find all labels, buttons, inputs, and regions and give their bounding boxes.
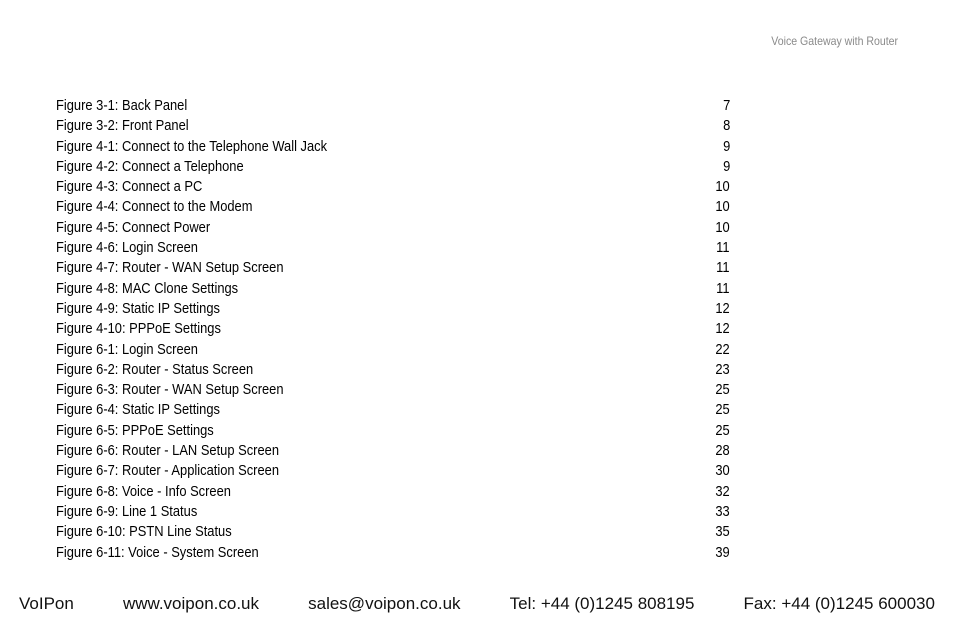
figure-list-item: [56, 218, 730, 238]
figure-page-number: 10: [715, 218, 730, 236]
figure-list-item: [56, 482, 730, 502]
figure-label: Figure 6-6: Router - LAN Setup Screen: [56, 442, 279, 460]
figure-page-number: 10: [715, 178, 730, 196]
figure-list-item: [56, 522, 730, 542]
figure-list-item: [56, 279, 730, 299]
figure-list-item: [56, 461, 730, 481]
figure-page-number: 35: [715, 523, 730, 541]
document-header-title: Voice Gateway with Router: [771, 34, 898, 48]
figure-list-item: [56, 238, 730, 258]
figure-page-number: 22: [715, 340, 730, 358]
figure-page-number: 9: [722, 157, 730, 175]
figure-page-number: 28: [715, 442, 730, 460]
figure-label: Figure 4-3: Connect a PC: [56, 178, 203, 196]
figure-page-number: 25: [715, 401, 730, 419]
figure-page-number: 7: [722, 97, 730, 114]
figure-label: Figure 4-6: Login Screen: [56, 239, 198, 257]
figure-page-number: 32: [715, 482, 730, 500]
figure-label: Figure 6-5: PPPoE Settings: [56, 421, 214, 439]
figure-list-item: [56, 400, 730, 420]
figure-list-item: [56, 197, 730, 217]
figure-page-number: 30: [715, 462, 730, 480]
figure-list-item: [56, 137, 730, 157]
footer: [19, 594, 935, 614]
figure-list-item: [56, 157, 730, 177]
figure-label: Figure 6-3: Router - WAN Setup Screen: [56, 381, 284, 399]
figure-label: Figure 4-10: PPPoE Settings: [56, 320, 221, 338]
figure-list-item: [56, 360, 730, 380]
figure-page-number: 8: [722, 117, 730, 135]
figure-page-number: 25: [715, 421, 730, 439]
figure-page-number: 9: [722, 137, 730, 155]
figure-page-number: 12: [715, 299, 730, 317]
figure-page-number: 23: [715, 360, 730, 378]
footer-website: www.voipon.co.uk: [122, 594, 260, 613]
figure-label: Figure 4-5: Connect Power: [56, 218, 211, 236]
figure-label: Figure 6-9: Line 1 Status: [56, 502, 198, 520]
figure-label: Figure 4-2: Connect a Telephone: [56, 157, 244, 175]
figure-list-item: [56, 441, 730, 461]
figure-label: Figure 6-1: Login Screen: [56, 340, 198, 358]
figure-label: Figure 6-10: PSTN Line Status: [56, 523, 232, 541]
figure-page-number: 12: [715, 320, 730, 338]
figure-label: Figure 3-2: Front Panel: [56, 117, 189, 135]
figure-label: Figure 4-1: Connect to the Telephone Wall Jack: [56, 137, 328, 155]
list-of-figures: [56, 96, 730, 563]
figure-list-item: [56, 258, 730, 278]
figure-label: Figure 4-9: Static IP Settings: [56, 299, 220, 317]
figure-label: Figure 6-11: Voice - System Screen: [56, 543, 259, 561]
figure-page-number: 10: [715, 198, 730, 216]
figure-page-number: 11: [716, 259, 730, 277]
figure-label: Figure 3-1: Back Panel: [56, 97, 188, 114]
figure-label: Figure 6-2: Router - Status Screen: [56, 360, 254, 378]
footer-email: sales@voipon.co.uk: [308, 594, 461, 613]
figure-list-item: [56, 116, 730, 136]
figure-list-item: [56, 177, 730, 197]
figure-label: Figure 6-8: Voice - Info Screen: [56, 482, 231, 500]
footer-tel: Tel: +44 (0)1245 808195: [509, 594, 695, 613]
figure-page-number: 33: [715, 502, 730, 520]
figure-label: Figure 6-7: Router - Application Screen: [56, 462, 280, 480]
footer-fax: Fax: +44 (0)1245 600030: [743, 594, 935, 613]
figure-list-item: [56, 421, 730, 441]
figure-page-number: 39: [715, 543, 730, 561]
figure-list-item: [56, 502, 730, 522]
figure-list-item: [56, 299, 730, 319]
footer-company: VoIPon: [19, 594, 74, 613]
figure-list-item: [56, 96, 730, 116]
figure-list-item: [56, 543, 730, 563]
figure-label: Figure 4-7: Router - WAN Setup Screen: [56, 259, 284, 277]
figure-label: Figure 6-4: Static IP Settings: [56, 401, 220, 419]
figure-list-item: [56, 319, 730, 339]
figure-page-number: 11: [716, 279, 730, 297]
figure-label: Figure 4-4: Connect to the Modem: [56, 198, 253, 216]
figure-page-number: 11: [716, 239, 730, 257]
figure-list-item: [56, 380, 730, 400]
figure-list-item: [56, 340, 730, 360]
figure-page-number: 25: [715, 381, 730, 399]
figure-label: Figure 4-8: MAC Clone Settings: [56, 279, 239, 297]
